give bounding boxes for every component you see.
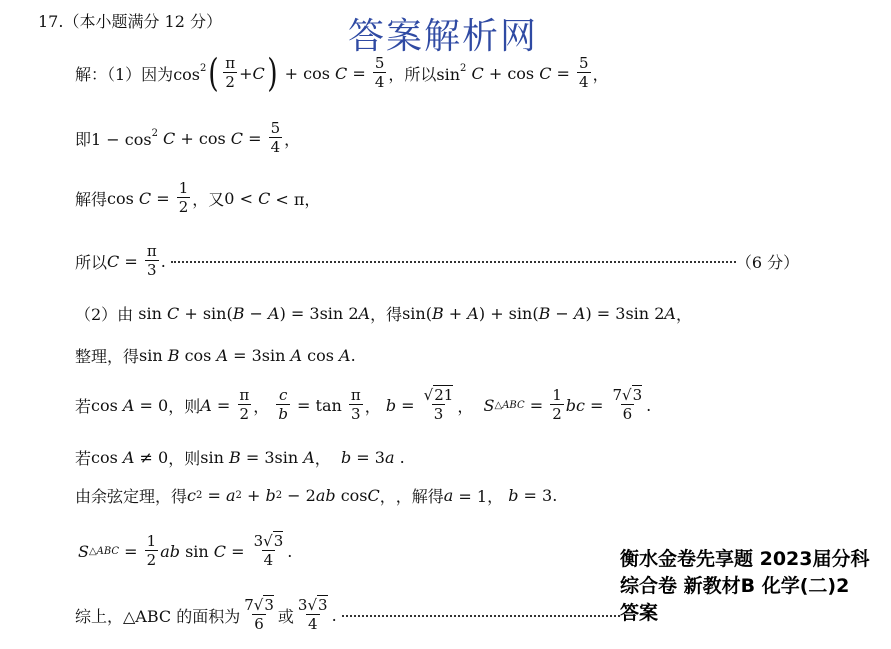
source-caption bbox=[620, 546, 870, 627]
solution-line-6: 整理，得 sin B cos A = 3sin A cos A . bbox=[75, 345, 356, 366]
problem-number: 17.（本小题满分 12 分） bbox=[38, 12, 222, 31]
solution-line-4: 所以 C = $\frac{\pi}{3}$ . （6 分） bbox=[75, 242, 800, 279]
source-caption-line-3: 答案 bbox=[620, 602, 659, 624]
solution-line-11: 综上，△ABC 的面积为 $\frac{7√3}{6}$ 或 $\frac{3√3}{4}$ . bbox=[75, 590, 765, 640]
solution-line-8: 若 cos A ≠ 0 ，则 sin B = 3sin A ， b = 3 a . bbox=[75, 447, 405, 468]
solution-line-2: 即 $1 - \cos^2$ C + cos C = $\frac{5}{4}$ ， bbox=[75, 119, 301, 156]
site-watermark: 答案解析网 bbox=[348, 16, 539, 57]
solution-line-9: 由余弦定理，得 c 2 = a 2 + b 2 − 2 ab cos C ， ，解得 a = 1， b = 3. bbox=[75, 485, 558, 506]
score-6: （6 分） bbox=[735, 252, 800, 272]
solution-line-5: （2）由 sin C + sin( B − A ) = 3sin 2 A ，得 sin( B + A ) + sin( B − A ) = 3sin 2 A ， bbox=[75, 303, 692, 324]
solution-line-7: 若 cos A = 0 ，则 A = $\frac{\pi}{2}$ ， $\frac{c}{b}$ = tan $\frac{\pi}{3}$ ， b = $\frac{√21}{3}$ ， S △ABC = $\frac{1}{2}$ bc = $\frac{7√3}{6}$ . bbox=[75, 386, 652, 423]
source-caption-line-2: 综合卷 新教材B 化学(二)2 bbox=[620, 575, 850, 597]
solution-line-1: 解：（1）因为 $\cos^2$ ( $\frac{\pi}{2}$ + C ) + cos C = $\frac{5}{4}$ ，所以 $\sin^2$ C + cos C = $\frac{5}{4}$ ， bbox=[75, 51, 609, 95]
source-caption-line-1: 衡水金卷先享题 2023届分科 bbox=[620, 548, 870, 570]
solution-line-10: S △ABC = $\frac{1}{2}$ ab sin C = $\frac{3√3}{4}$ . bbox=[78, 532, 293, 569]
solution-line-3: 解得 cos C = $\frac{1}{2}$ ，又 0 < C < π， bbox=[75, 179, 321, 216]
